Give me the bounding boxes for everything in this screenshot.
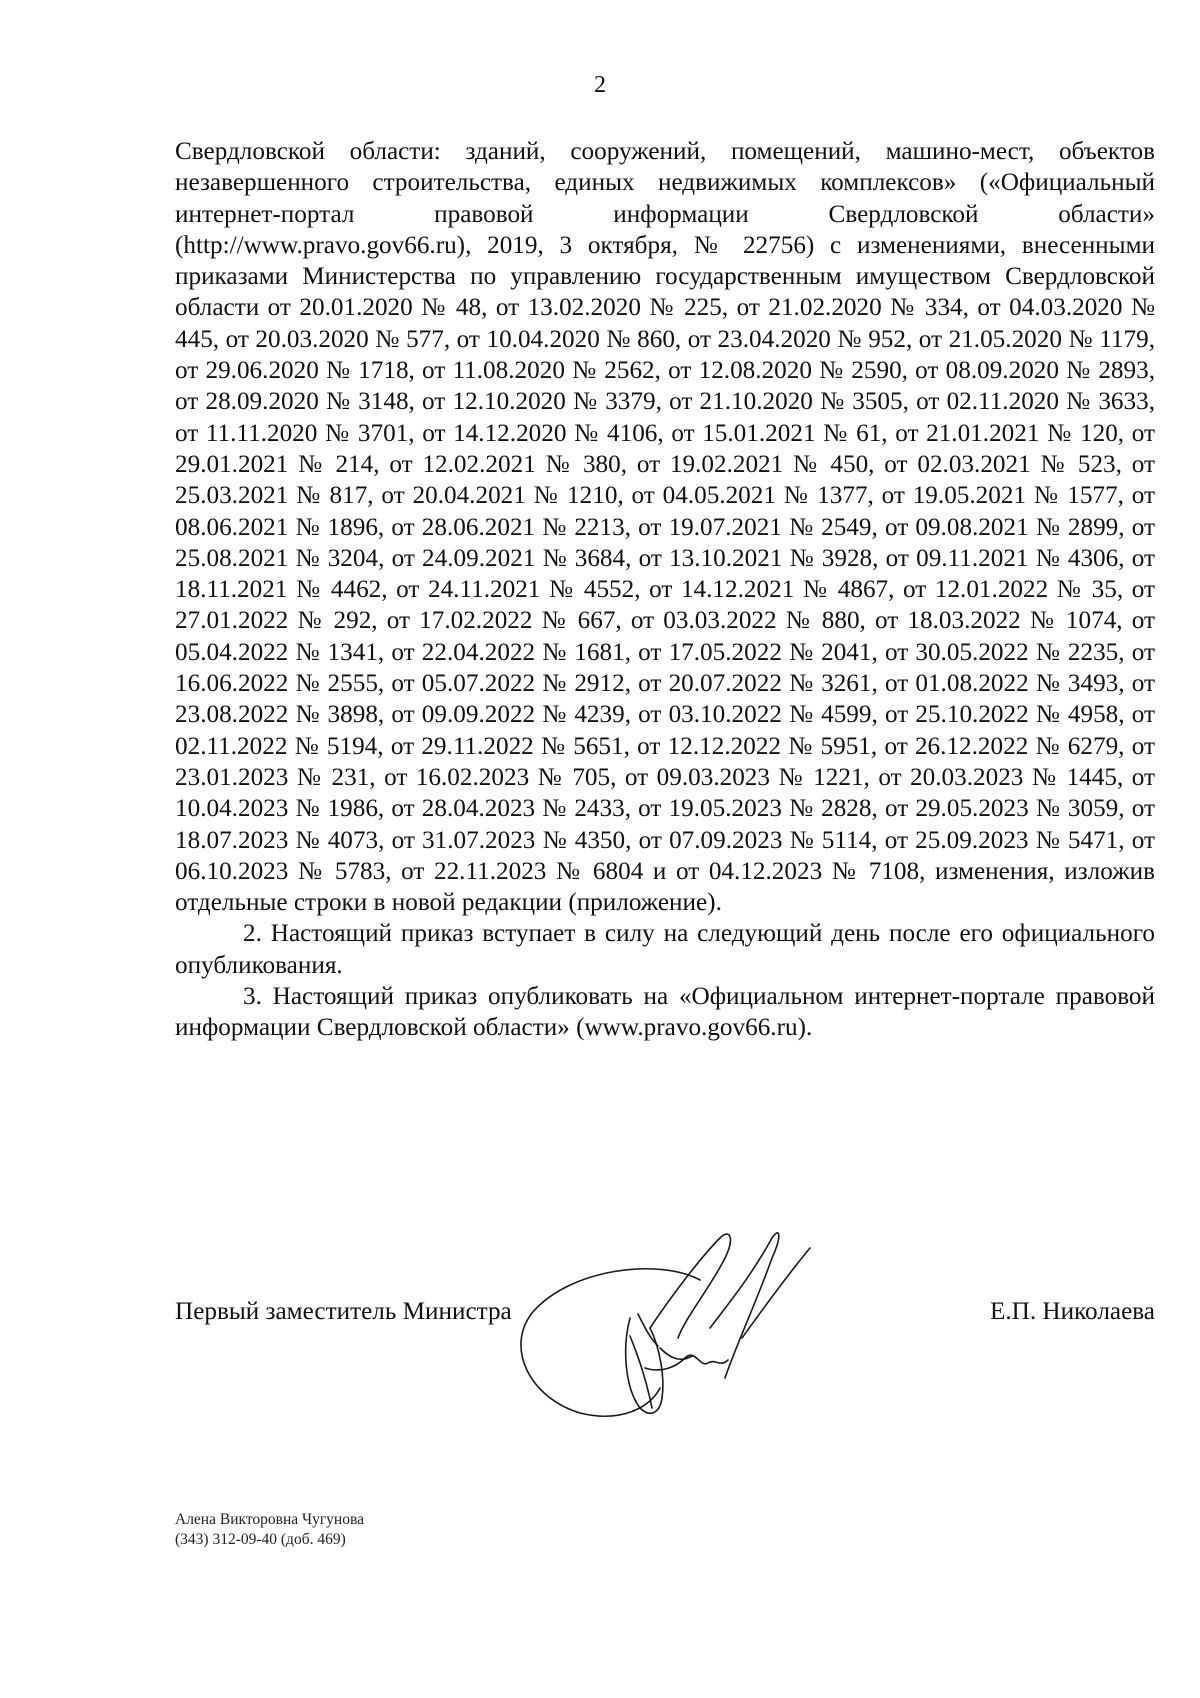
contact-name: Алена Викторовна Чугунова — [175, 1511, 364, 1528]
signatory-position: Первый заместитель Министра — [175, 1298, 512, 1325]
handwritten-signature — [510, 1218, 850, 1448]
document-body — [175, 136, 1155, 1044]
contact-phone: (343) 312-09-40 (доб. 469) — [175, 1531, 346, 1548]
paragraph-publication: 3. Настоящий приказ опубликовать на «Официальном интернет-портале правовой информации Свердловской области» (www.pravo.gov66.ru). — [175, 983, 1155, 1042]
contact-block — [175, 1510, 364, 1550]
paragraph-amendments: Свердловской области: зданий, сооружений, помещений, машино-мест, объектов незавершенного строительства, единых недвижимых комплексов» («Официальный интернет-портал правовой информации Свердловской области» (http://www.pravo.gov66.ru), 2019, 3 октября, № 22756) с изменениями, внесенными приказами Министерства по управлению государственным имуществом Свердловской области от 20.01.2020 № 48, от 13.02.2020 № 225, от 21.02.2020 № 334, от 04.03.2020 № 445, от 20.03.2020 № 577, от 10.04.2020 № 860, от 23.04.2020 № 952, от 21.05.2020 № 1179, от 29.06.2020 № 1718, от 11.08.2020 № 2562, от 12.08.2020 № 2590, от 08.09.2020 № 2893, от 28.09.2020 № 3148, от 12.10.2020 № 3379, от 21.10.2020 № 3505, от 02.11.2020 № 3633, от 11.11.2020 № 3701, от 14.12.2020 № 4106, от 15.01.2021 № 61, от 21.01.2021 № 120, от 29.01.2021 № 214, от 12.02.2021 № 380, от 19.02.2021 № 450, от 02.03.2021 № 523, от 25.03.2021 № 817, от 20.04.2021 № 1210, от 04.05.2021 № 1377, от 19.05.2021 № 1577, от 08.06.2021 № 1896, от 28.06.2021 № 2213, от 19.07.2021 № 2549, от 09.08.2021 № 2899, от 25.08.2021 № 3204, от 24.09.2021 № 3684, от 13.10.2021 № 3928, от 09.11.2021 № 4306, от 18.11.2021 № 4462, от 24.11.2021 № 4552, от 14.12.2021 № 4867, от 12.01.2022 № 35, от 27.01.2022 № 292, от 17.02.2022 № 667, от 03.03.2022 № 880, от 18.03.2022 № 1074, от 05.04.2022 № 1341, от 22.04.2022 № 1681, от 17.05.2022 № 2041, от 30.05.2022 № 2235, от 16.06.2022 № 2555, от 05.07.2022 № 2912, от 20.07.2022 № 3261, от 01.08.2022 № 3493, от 23.08.2022 № 3898, от 09.09.2022 № 4239, от 03.10.2022 № 4599, от 25.10.2022 № 4958, от 02.11.2022 № 5194, от 29.11.2022 № 5651, от 12.12.2022 № 5951, от 26.12.2022 № 6279, от 23.01.2023 № 231, от 16.02.2023 № 705, от 09.03.2023 № 1221, от 20.03.2023 № 1445, от 10.04.2023 № 1986, от 28.04.2023 № 2433, от 19.05.2023 № 2828, от 29.05.2023 № 3059, от 18.07.2023 № 4073, от 31.07.2023 № 4350, от 07.09.2023 № 5114, от 25.09.2023 № 5471, от 06.10.2023 № 5783, от 22.11.2023 № 6804 и от 04.12.2023 № 7108, изменения, изложив отдельные строки в новой редакции (приложение). — [175, 138, 1155, 917]
signatory-name: Е.П. Николаева — [989, 1298, 1155, 1325]
page-number: 2 — [594, 72, 606, 98]
paragraph-effective-date: 2. Настоящий приказ вступает в силу на следующий день после его официального опубликования. — [175, 920, 1155, 979]
